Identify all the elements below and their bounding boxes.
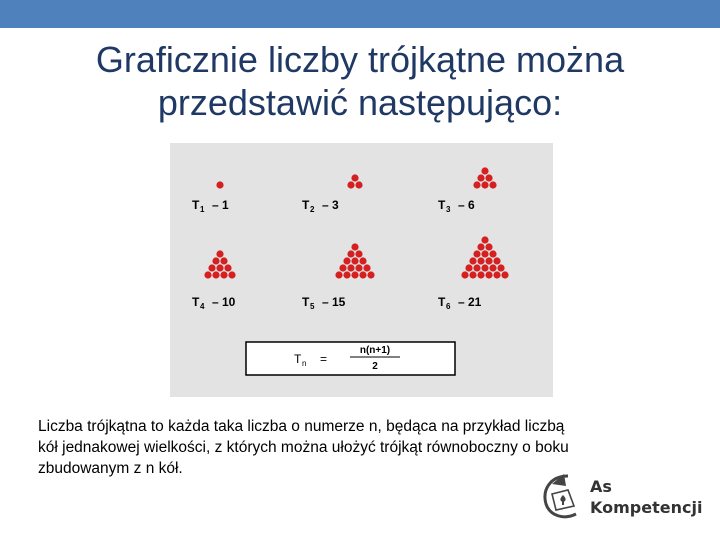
dot (481, 181, 488, 188)
dot (485, 174, 492, 181)
formula-equals: = (320, 352, 328, 366)
dot (473, 181, 480, 188)
dot (481, 264, 488, 271)
dot (469, 257, 476, 264)
slide-title-line-2: przedstawić następująco: (157, 82, 563, 123)
dot (343, 257, 350, 264)
dot (481, 167, 488, 174)
dot (228, 271, 235, 278)
caption-line-1: Liczba trójkątna to każda taka liczba o numerze n, będąca na przykład liczbą (38, 418, 565, 435)
dot (347, 264, 354, 271)
triangle-label-value: – 15 (322, 295, 346, 309)
triangle-label-letter: T (192, 295, 200, 309)
dot (343, 271, 350, 278)
dot (489, 181, 496, 188)
dot (220, 271, 227, 278)
formula-denominator: 2 (372, 361, 378, 372)
dot (359, 257, 366, 264)
dot (493, 271, 500, 278)
slide-title (0, 38, 720, 124)
slide-title-line-1: Graficznie liczby trójkątne można (95, 39, 625, 80)
triangle-label-subscript: 1 (200, 205, 205, 214)
triangular-numbers-figure (170, 143, 553, 397)
dot (212, 257, 219, 264)
dot (473, 250, 480, 257)
dot (497, 264, 504, 271)
triangle-label-value: – 21 (458, 295, 482, 309)
dot (204, 271, 211, 278)
dot (485, 271, 492, 278)
logo-emblem-icon (538, 470, 588, 524)
dot (477, 174, 484, 181)
dot (355, 264, 362, 271)
dot (355, 250, 362, 257)
dot (489, 264, 496, 271)
dot (339, 264, 346, 271)
logo-text-line-1: As (590, 477, 612, 496)
dot (351, 257, 358, 264)
triangle-label-letter: T (438, 198, 446, 212)
triangle-label-letter: T (438, 295, 446, 309)
triangle-label-subscript: 4 (200, 302, 205, 311)
triangle-label-value: – 6 (458, 198, 475, 212)
as-kompetencji-logo (538, 470, 708, 528)
formula-lhs-subscript: n (302, 359, 307, 368)
triangle-label-subscript: 6 (446, 302, 451, 311)
dot (216, 250, 223, 257)
dot (461, 271, 468, 278)
dot (481, 236, 488, 243)
triangle-label-subscript: 5 (310, 302, 315, 311)
triangle-label-letter: T (192, 198, 200, 212)
triangle-label-value: – 3 (322, 198, 339, 212)
triangle-label-subscript: 2 (310, 205, 315, 214)
dot (485, 243, 492, 250)
logo-text (590, 476, 702, 518)
formula-box (246, 342, 455, 375)
dot (363, 264, 370, 271)
dot (477, 243, 484, 250)
dot (465, 264, 472, 271)
dot (489, 250, 496, 257)
dot (359, 271, 366, 278)
top-accent-bar (0, 0, 720, 28)
caption-line-2: kół jednakowej wielkości, z których można ułożyć trójkąt równoboczny o boku (38, 439, 569, 456)
triangular-numbers-svg (170, 143, 553, 397)
dot (216, 181, 223, 188)
triangle-label-letter: T (302, 198, 310, 212)
dot (224, 264, 231, 271)
dot (493, 257, 500, 264)
triangle-label-letter: T (302, 295, 310, 309)
dot (355, 181, 362, 188)
dot (477, 271, 484, 278)
dot (367, 271, 374, 278)
dot (469, 271, 476, 278)
logo-text-line-2: Kompetencji (590, 498, 703, 517)
formula-numerator: n(n+1) (359, 345, 391, 356)
formula-lhs: T (294, 352, 302, 366)
dot (473, 264, 480, 271)
dot (216, 264, 223, 271)
triangle-label-value: – 1 (212, 198, 229, 212)
dot (481, 250, 488, 257)
dot (485, 257, 492, 264)
dot (212, 271, 219, 278)
caption-line-3: zbudowanym z n kół. (38, 460, 183, 477)
dot (220, 257, 227, 264)
dot (477, 257, 484, 264)
dot (347, 181, 354, 188)
dot (501, 271, 508, 278)
dot (351, 271, 358, 278)
dot (208, 264, 215, 271)
dot (335, 271, 342, 278)
triangle-label-value: – 10 (212, 295, 236, 309)
triangle-label-subscript: 3 (446, 205, 451, 214)
dot (347, 250, 354, 257)
dot (351, 243, 358, 250)
dot (351, 174, 358, 181)
